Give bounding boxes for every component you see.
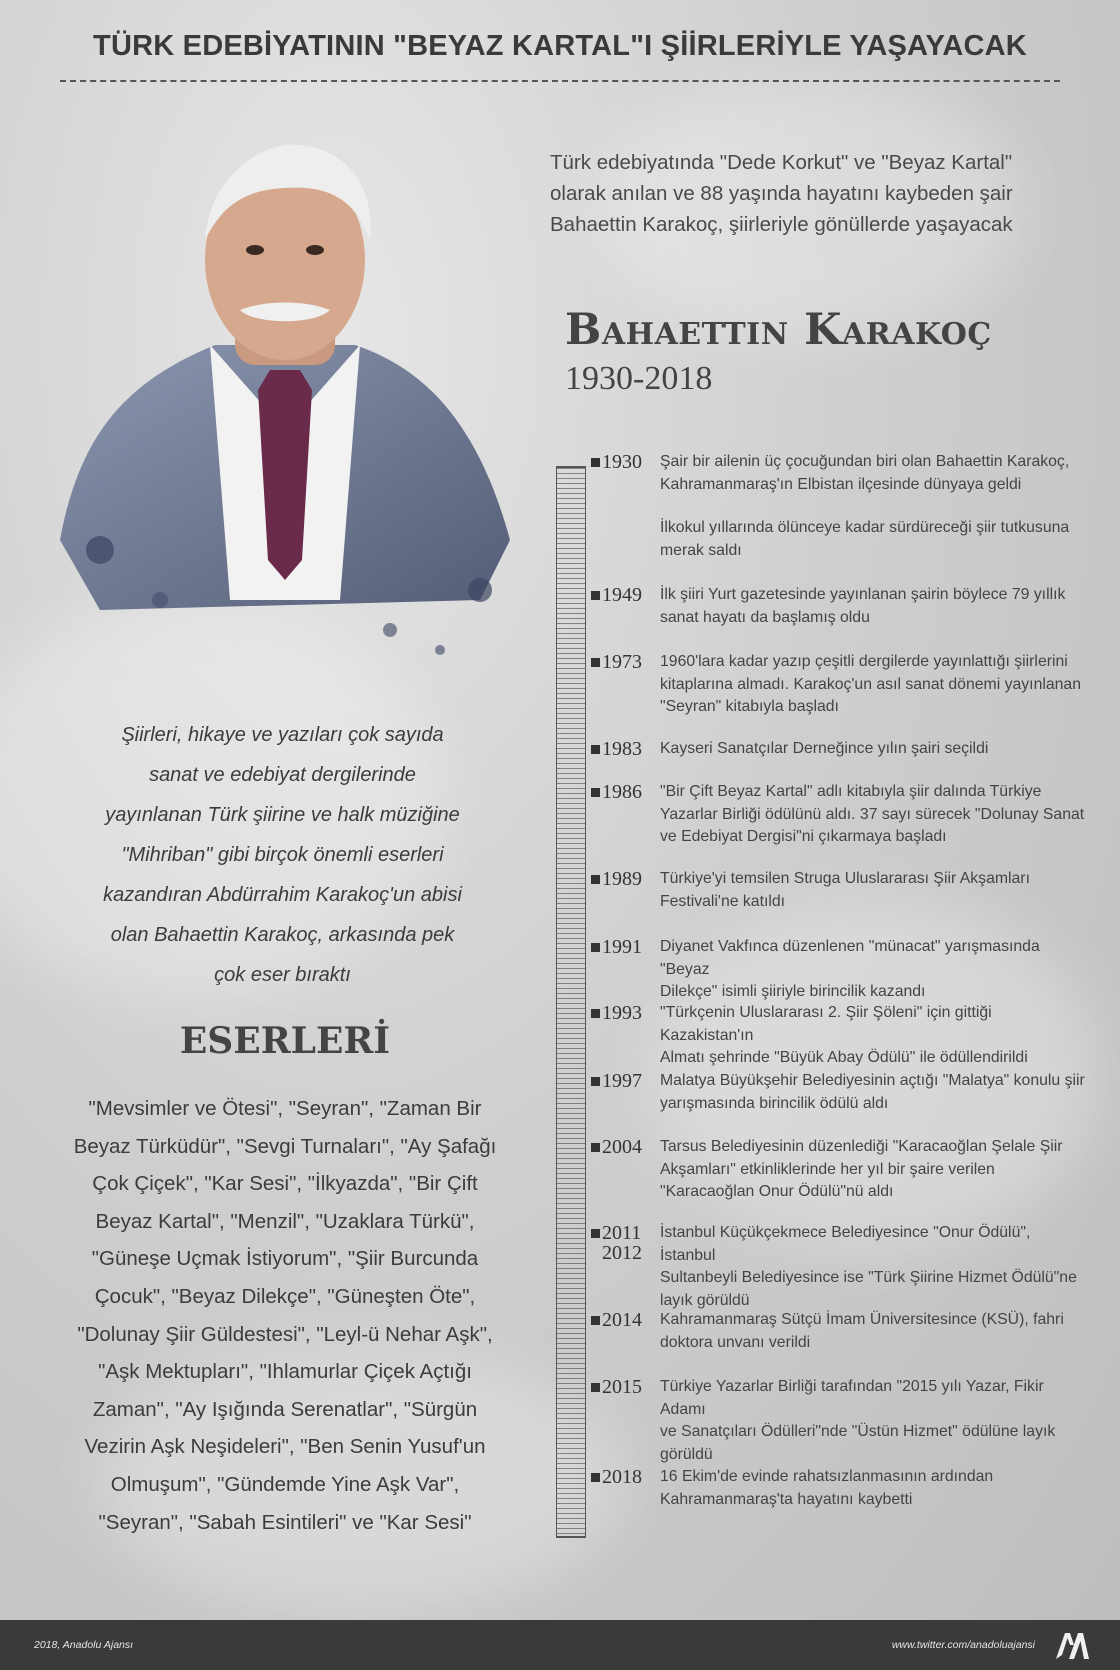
works-heading: ESERLERİ [179, 1020, 391, 1062]
bio-line: yayınlanan Türk şiirine ve halk müziğine [105, 804, 460, 826]
timeline-year: 1930 [602, 451, 642, 473]
bio-line: çok eser bıraktı [214, 964, 351, 986]
timeline-year: 1983 [602, 738, 642, 760]
timeline-event: İlkokul yıllarında ölünceye kadar sürdüreceği şiir tutkusuna merak saldı [660, 519, 1070, 559]
timeline-event: Kayseri Sanatçılar Derneğince yılın şairi seçildi [660, 740, 989, 757]
works-line: "Aşk Mektupları", "Ihlamurlar Çiçek Açtığı [98, 1360, 472, 1384]
works-line: Vezirin Aşk Neşideleri", "Ben Senin Yusuf'un [84, 1435, 486, 1459]
bio-line: sanat ve edebiyat dergilerinde [149, 764, 416, 786]
timeline-year: 2015 [602, 1376, 642, 1398]
timeline-marker [591, 458, 600, 467]
timeline-marker [591, 591, 600, 600]
bio-paragraph [80, 715, 485, 995]
aa-logo-icon [1054, 1629, 1090, 1661]
timeline-year: 1991 [602, 936, 642, 958]
timeline-marker [591, 745, 600, 754]
timeline-marker [591, 1009, 600, 1018]
works-line: Olmuşum", "Gündemde Yine Aşk Var", [110, 1472, 460, 1496]
works-line: "Dolunay Şiir Güldestesi", "Leyl-ü Nehar Aşk", [77, 1322, 493, 1346]
timeline-event: "Türkçenin Uluslararası 2. Şiir Şöleni" için gittiği Kazakistan'ın Almatı şehrinde "Büyük Abay Ödülü" ile ödüllendirildi [660, 1004, 1028, 1066]
works-line: "Güneşe Uçmak İstiyorum", "Şiir Burcunda [91, 1247, 479, 1271]
works-line: Çok Çiçek", "Kar Sesi", "İlkyazda", "Bir Çift [92, 1172, 478, 1196]
timeline-marker [591, 943, 600, 952]
person-name: Bahaettin Karakoç [565, 305, 992, 355]
timeline-event: "Bir Çift Beyaz Kartal" adlı kitabıyla şiir dalında Türkiye Yazarlar Birliği ödülünü aldı. 37 sayı sürecek "Dolunay Sanat ve Edebiyat Dergisi"ni çıkarmaya başladı [660, 783, 1085, 845]
page-title: TÜRK EDEBİYATININ "BEYAZ KARTAL"I ŞİİRLERİYLE YAŞAYACAK [93, 30, 1027, 62]
timeline-year: 1997 [602, 1070, 642, 1092]
timeline-marker [591, 1077, 600, 1086]
timeline-event: İstanbul Küçükçekmece Belediyesince "Onur Ödülü", İstanbul Sultanbeyli Belediyesince ise "Türk Şiirine Hizmet Ödülü"ne layık görüldü [660, 1224, 1077, 1309]
bio-line: Şiirleri, hikaye ve yazıları çok sayıda [121, 724, 444, 746]
timeline-year: 1949 [602, 584, 642, 606]
timeline-year: 1989 [602, 868, 642, 890]
title-divider [60, 80, 1060, 82]
person-years: 1930-2018 [565, 360, 713, 397]
portrait-illustration [40, 130, 530, 680]
timeline-event: Malatya Büyükşehir Belediyesinin açtığı "Malatya" konulu şiir yarışmasında birincilik ödülü aldı [660, 1072, 1085, 1112]
works-line: Beyaz Kartal", "Menzil", "Uzaklara Türkü", [95, 1209, 475, 1233]
footer-twitter-link[interactable]: www.twitter.com/anadoluajansi [891, 1639, 1035, 1651]
timeline-event: 16 Ekim'de evinde rahatsızlanmasının ardından Kahramanmaraş'ta hayatını kaybetti [660, 1468, 994, 1508]
works-line: "Seyran", "Sabah Esintileri" ve "Kar Sesi" [98, 1510, 472, 1534]
timeline-ruler [556, 468, 586, 1536]
timeline-event: Şair bir ailenin üç çocuğundan biri olan Bahaettin Karakoç, Kahramanmaraş'ın Elbistan ilçesinde dünyaya geldi [660, 453, 1070, 493]
works-line: Beyaz Türküdür", "Sevgi Turnaları", "Ay Şafağı [73, 1134, 497, 1158]
timeline-event: Kahramanmaraş Sütçü İmam Üniversitesince (KSÜ), fahri doktora unvanı verildi [660, 1311, 1064, 1351]
bio-line: olan Bahaettin Karakoç, arkasında pek [110, 924, 455, 946]
intro-text [550, 147, 1070, 240]
timeline-event: Tarsus Belediyesinin düzenlediği "Karacaoğlan Şelale Şiir Akşamları" etkinliklerinde her yıl bir şaire verilen "Karacaoğlan Onur Ödülü"nü aldı [660, 1138, 1063, 1200]
timeline-marker [591, 788, 600, 797]
timeline-marker [591, 658, 600, 667]
timeline-marker [591, 875, 600, 884]
timeline-year: 1986 [602, 781, 642, 803]
works-line: "Mevsimler ve Ötesi", "Seyran", "Zaman Bir [88, 1097, 482, 1120]
timeline-event: Türkiye Yazarlar Birliği tarafından "2015 yılı Yazar, Fikir Adamı ve Sanatçıları Ödülleri"nde "Üstün Hizmet" ödülüne layık görüldü [660, 1378, 1056, 1463]
timeline-marker [591, 1316, 600, 1325]
works-line: Zaman", "Ay Işığında Serenatlar", "Sürgün [92, 1397, 478, 1421]
timeline-year: 2014 [602, 1309, 642, 1331]
timeline-year: 1973 [602, 651, 642, 673]
timeline-event: İlk şiiri Yurt gazetesinde yayınlanan şairin böylece 79 yıllık sanat hayatı da başlamış oldu [660, 586, 1066, 626]
timeline-year: 2018 [602, 1466, 642, 1488]
timeline-year: 1993 [602, 1002, 642, 1024]
timeline-event: Türkiye'yi temsilen Struga Uluslararası Şiir Akşamları Festivali'ne katıldı [660, 870, 1030, 910]
bio-line: "Mihriban" gibi birçok önemli eserleri [121, 844, 444, 866]
timeline-marker [591, 1143, 600, 1152]
footer-credit: 2018, Anadolu Ajansı [34, 1639, 134, 1651]
intro-line: olarak anılan ve 88 yaşında hayatını kaybeden şair [550, 182, 1013, 205]
timeline-ruler-cap-bottom [556, 1536, 586, 1538]
timeline-event: 1960'lara kadar yazıp çeşitli dergilerde yayınlattığı şiirlerini kitaplarına almadı. Karakoç'un asıl sanat dönemi yayınlanan "Seyran" kitabıyla başladı [660, 653, 1082, 715]
works-line: Çocuk", "Beyaz Dilekçe", "Güneşten Öte", [94, 1284, 476, 1308]
intro-line: Türk edebiyatında "Dede Korkut" ve "Beyaz Kartal" [550, 151, 1013, 174]
bio-line: kazandıran Abdürrahim Karakoç'un abisi [103, 884, 462, 906]
timeline-marker [591, 1473, 600, 1482]
timeline-marker [591, 1383, 600, 1392]
timeline-event: Diyanet Vakfınca düzenlenen "münacat" yarışmasında "Beyaz Dilekçe" isimli şiiriyle birincilik kazandı [660, 938, 1040, 1000]
timeline-marker [591, 1229, 600, 1238]
timeline-year: 2004 [602, 1136, 642, 1158]
works-list [60, 1090, 510, 1541]
footer-bar [0, 1620, 1120, 1670]
timeline-year: 2011 2012 [602, 1222, 642, 1264]
intro-line: Bahaettin Karakoç, şiirleriyle gönüllerde yaşayacak [550, 213, 1013, 236]
